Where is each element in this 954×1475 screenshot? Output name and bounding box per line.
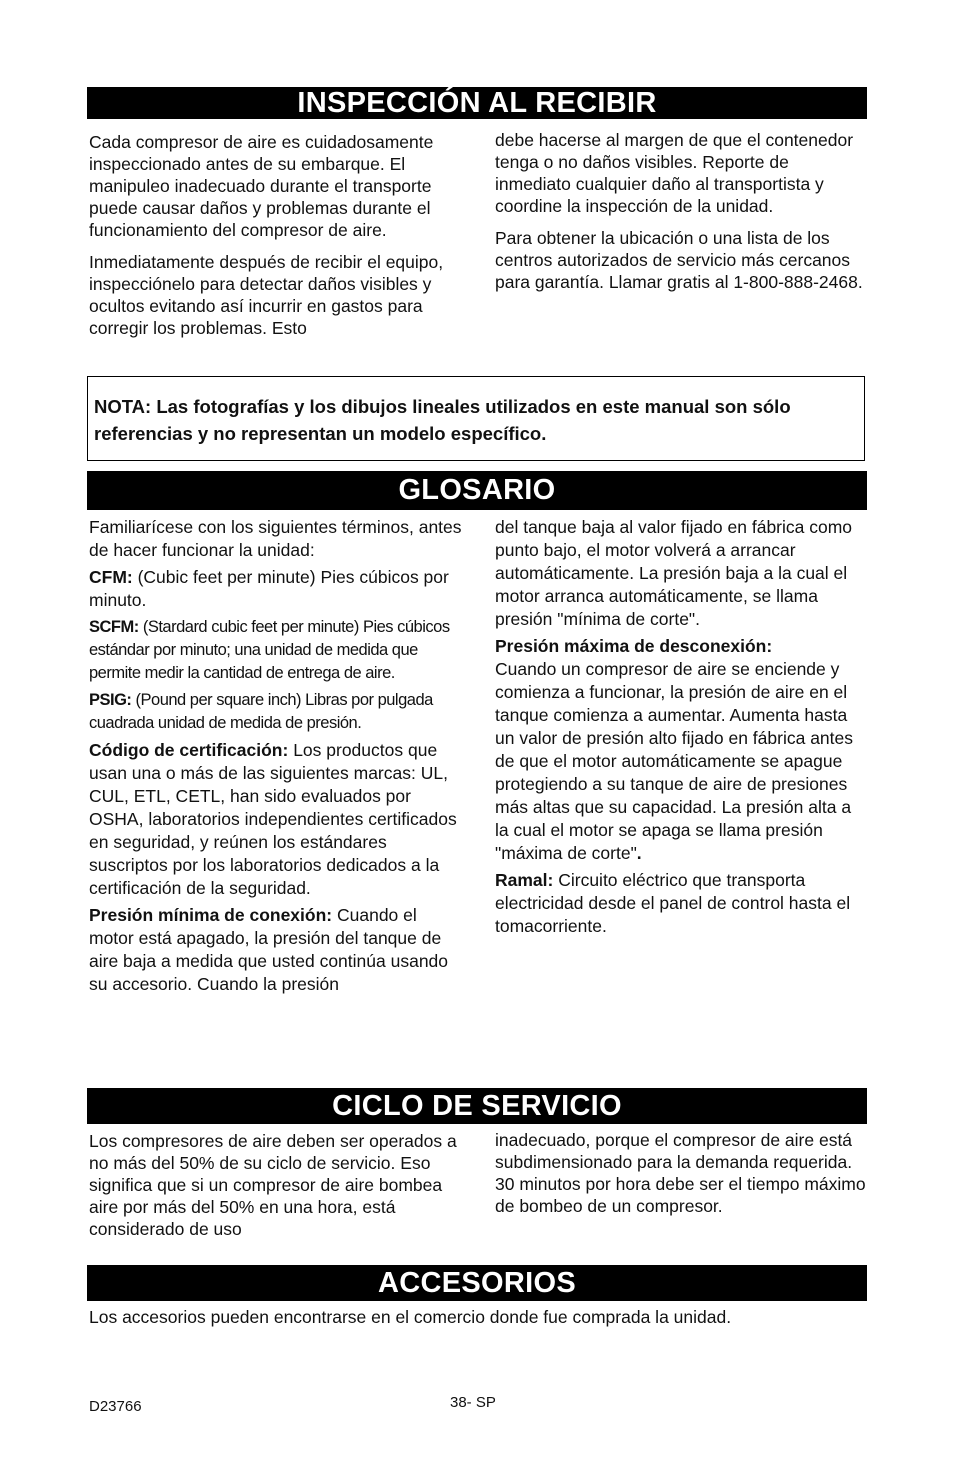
glossary-definition: (Stardard cubic feet per minute) Pies cúbicos estándar por minuto; una unidad de medida que permite medir la cantidad de entrega de aire.	[89, 618, 450, 682]
glossary-term: PSIG:	[89, 691, 132, 709]
section-title-accesorios: ACCESORIOS	[87, 1265, 867, 1301]
glossary-term: Código de certificación:	[89, 740, 289, 760]
glossary-entry-cfm	[89, 566, 464, 612]
paragraph: Cada compresor de aire es cuidadosamente inspeccionado antes de su embarque. El manipuleo inadecuado durante el transporte puede causar daños y problemas durante el funcionamiento del compresor de aire.	[89, 132, 434, 240]
glossary-definition: Cuando un compresor de aire se enciende y comienza a funcionar, la presión de aire en el tanque comienza a aumentar. Aumenta hasta un valor de presión alto fijado en fábrica antes de que el motor automáticamente se apague protegiendo a su tanque de aire de presiones más altas que su capacidad. La presión alta a la cual el motor se apaga se llama presión "máxima de corte"	[495, 659, 854, 863]
paragraph: debe hacerse al margen de que el contenedor tenga o no daños visibles. Reporte de inmediato cualquier daño al transportista y coordine la inspección de la unidad.	[495, 130, 854, 216]
glossary-definition: (Cubic feet per minute) Pies cúbicos por minuto.	[89, 567, 449, 610]
paragraph: Para obtener la ubicación o una lista de los centros autorizados de servicio más cercanos para garantía. Llamar gratis al 1-800-888-2468.	[495, 228, 863, 292]
glossary-entry-scfm	[89, 616, 464, 685]
glossary-definition: (Pound per square inch) Libras por pulgada cuadrada unidad de medida de presión.	[89, 691, 433, 732]
glossary-definition: Los productos que usan una o más de las siguientes marcas: UL, CUL, ETL, CETL, han sido evaluados por OSHA, laboratorios independientes certificados en seguridad, y reúnen los estándares suscriptos por los laboratorios dedicados a la certificación de la seguridad.	[89, 740, 457, 898]
section-title-inspeccion: INSPECCIÓN AL RECIBIR	[87, 87, 867, 119]
glossary-entry-certificacion	[89, 739, 464, 900]
paragraph: Los compresores de aire deben ser operados a no más del 50% de su ciclo de servicio. Eso significa que si un compresor de aire bombea aire por más del 50% en una hora, está considerado de uso	[89, 1131, 457, 1239]
glossary-continuation: del tanque baja al valor fijado en fábrica como punto bajo, el motor volverá a arrancar automáticamente. La presión baja a la cual el motor arranca automáticamente, se llama presión "mínima de corte".	[495, 517, 853, 629]
ciclo-left-column	[89, 1130, 464, 1250]
glossary-term: Ramal:	[495, 870, 554, 890]
glossary-definition: Circuito eléctrico que transporta electricidad desde el panel de control hasta el tomacorriente.	[495, 870, 851, 936]
section-title-ciclo: CICLO DE SERVICIO	[87, 1088, 867, 1124]
glossary-entry-psig	[89, 689, 464, 735]
glosario-left-column	[89, 516, 464, 1000]
glossary-entry-presion-maxima	[495, 635, 867, 865]
page-number: 38- SP	[450, 1394, 496, 1411]
document-code: D23766	[89, 1398, 142, 1415]
inspeccion-left-column	[89, 131, 464, 349]
glossary-period: .	[636, 843, 642, 863]
inspeccion-right-column	[495, 129, 865, 303]
glossary-intro: Familiarícese con los siguientes términos, antes de hacer funcionar la unidad:	[89, 517, 462, 560]
glossary-entry-presion-minima	[89, 904, 464, 996]
glossary-definition: Cuando el motor está apagado, la presión del tanque de aire baja a medida que usted continúa usando su accesorio. Cuando la presión	[89, 905, 449, 994]
glosario-right-column	[495, 516, 867, 942]
paragraph: Los accesorios pueden encontrarse en el comercio donde fue comprada la unidad.	[89, 1307, 732, 1327]
accesorios-text	[89, 1306, 869, 1338]
glossary-term: SCFM:	[89, 618, 139, 636]
glossary-term: Presión máxima de desconexión:	[495, 636, 773, 656]
note-box: NOTA: Las fotografías y los dibujos lineales utilizados en este manual son sólo referencias y no representan un modelo específico.	[87, 376, 865, 461]
glossary-term: Presión mínima de conexión:	[89, 905, 333, 925]
glossary-term: CFM:	[89, 567, 133, 587]
paragraph: Inmediatamente después de recibir el equipo, inspecciónelo para detectar daños visibles y ocultos evitando así incurrir en gastos para corregir los problemas. Esto	[89, 252, 444, 338]
ciclo-right-column	[495, 1129, 867, 1227]
section-title-glosario: GLOSARIO	[87, 471, 867, 510]
glossary-entry-ramal	[495, 869, 867, 938]
paragraph: inadecuado, porque el compresor de aire está subdimensionado para la demanda requerida. 30 minutos por hora debe ser el tiempo máximo de bombeo de un compresor.	[495, 1130, 866, 1216]
